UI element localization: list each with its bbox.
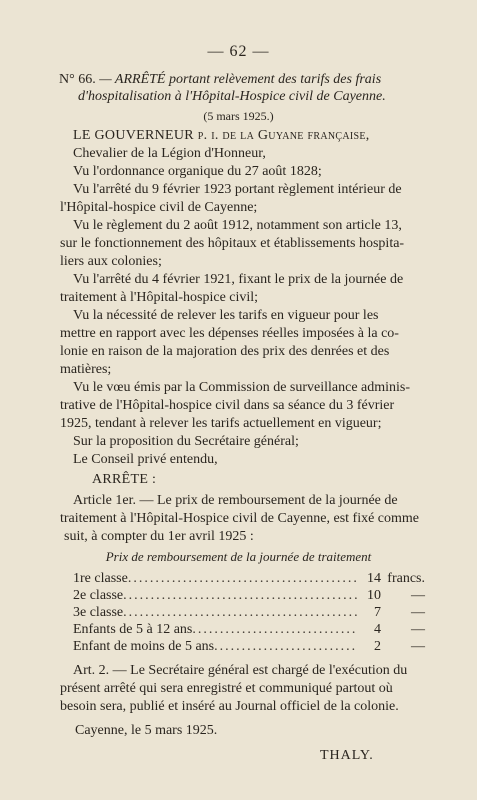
leader-dots <box>214 639 357 655</box>
tariff-row-unit: — <box>411 588 425 603</box>
preamble-line-9: Vu l'arrêté du 4 février 1921, fixant le prix de la journée de <box>73 272 404 287</box>
preamble-line-10: traitement à l'Hôpital-hospice civil; <box>60 290 259 305</box>
tariff-row-value: 2 <box>374 639 381 654</box>
preamble-line-11: Vu la nécessité de relever les tarifs en vigueur pour les <box>73 308 379 323</box>
tariff-row-label: Enfants de 5 à 12 ans <box>73 622 193 637</box>
preamble-line-4: Vu l'arrêté du 9 février 1923 portant règlement intérieur de <box>73 182 402 197</box>
place-date: Cayenne, le 5 mars 1925. <box>75 723 218 738</box>
arrete-heading: ARRÊTE : <box>92 472 157 487</box>
tariff-row <box>73 605 425 621</box>
decree-title-text-1: — ARRÊTÉ portant relèvement des tarifs des frais <box>99 72 382 87</box>
article1-line-1: Article 1er. — Le prix de remboursement de la journée de <box>73 493 398 508</box>
tariff-row-label: 2e classe <box>73 588 124 603</box>
preamble-line-13: lonie en raison de la majoration des prix des denrées et des <box>60 344 390 359</box>
tariff-row-value: 10 <box>367 588 381 603</box>
preamble-line-2: Chevalier de la Légion d'Honneur, <box>73 146 266 161</box>
decree-number: N° 66. <box>59 72 96 87</box>
leader-dots <box>192 622 357 638</box>
tariff-row-value: 4 <box>374 622 381 637</box>
tariff-row-label: 1re classe <box>73 571 128 586</box>
article2-line-1: Art. 2. — Le Secrétaire général est chargé de l'exécution du <box>73 663 408 678</box>
tariff-row <box>73 588 425 604</box>
tariff-row <box>73 571 425 587</box>
tariff-row-unit: — <box>411 639 425 654</box>
tariff-row-value: 7 <box>374 605 381 620</box>
preamble-line-17: 1925, tendant à relever les tarifs actuellement en vigueur; <box>60 416 382 431</box>
preamble-line-16: trative de l'Hôpital-hospice civil dans sa séance du 3 février <box>60 398 395 413</box>
article2-line-2: présent arrêté qui sera enregistré et communiqué partout où <box>60 681 393 696</box>
preamble-line-18: Sur la proposition du Secrétaire général; <box>73 434 299 449</box>
tariff-row <box>73 639 425 655</box>
decree-date: (5 mars 1925.) <box>203 109 274 123</box>
tariff-row <box>73 622 425 638</box>
decree-title-line-2: d'hospitalisation à l'Hôpital-Hospice civil de Cayenne. <box>78 89 386 104</box>
tariff-row-label: Enfant de moins de 5 ans <box>73 639 215 654</box>
page-number: — 62 — <box>207 43 270 60</box>
preamble-line-19: Le Conseil privé entendu, <box>73 452 218 467</box>
leader-dots <box>128 571 357 587</box>
preamble-line-12: mettre en rapport avec les dépenses réelles imposées à la co- <box>60 326 399 341</box>
tariff-row-label: 3e classe <box>73 605 124 620</box>
article1-line-2: traitement à l'Hôpital-Hospice civil de Cayenne, est fixé comme <box>60 511 420 526</box>
preamble-line-5: l'Hôpital-hospice civil de Cayenne; <box>60 200 258 215</box>
article1-line-3: suit, à compter du 1er avril 1925 : <box>64 529 254 544</box>
tariff-row-unit: — <box>411 605 425 620</box>
preamble-line-15: Vu le vœu émis par la Commission de surveillance adminis- <box>73 380 411 395</box>
signature: THALY. <box>320 748 374 763</box>
decree-title-line-1 <box>59 72 424 88</box>
leader-dots <box>123 588 357 604</box>
leader-dots <box>123 605 357 621</box>
preamble-line-8: liers aux colonies; <box>60 254 162 269</box>
tariff-table-heading: Prix de remboursement de la journée de traitement <box>105 549 372 564</box>
tariff-row-unit: francs. <box>387 571 425 586</box>
preamble-line-3: Vu l'ordonnance organique du 27 août 1828; <box>73 164 322 179</box>
tariff-row-unit: — <box>411 622 425 637</box>
preamble-line-7: sur le fonctionnement des hôpitaux et établissements hospita- <box>60 236 405 251</box>
preamble-line-1: LE GOUVERNEUR p. i. de la Guyane française, <box>73 128 370 143</box>
preamble-line-6: Vu le règlement du 2 août 1912, notamment son article 13, <box>73 218 402 233</box>
tariff-row-value: 14 <box>367 571 381 586</box>
preamble-line-14: matières; <box>60 362 112 377</box>
article2-line-3: besoin sera, publié et inséré au Journal officiel de la colonie. <box>60 699 399 714</box>
